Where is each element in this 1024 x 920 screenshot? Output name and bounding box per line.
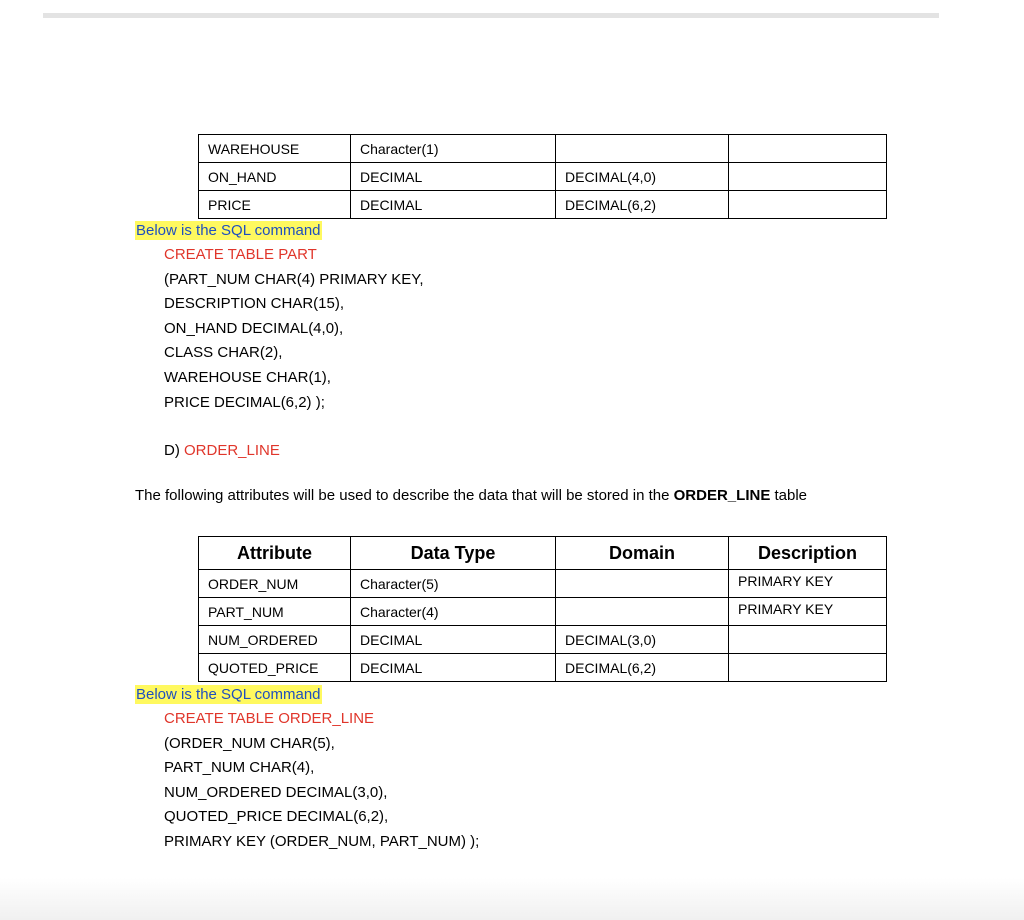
description-cell: PRIMARY KEY xyxy=(729,598,887,626)
domain-cell: DECIMAL(6,2) xyxy=(556,654,729,682)
sql-line: PRICE DECIMAL(6,2) ); xyxy=(164,393,325,411)
attribute-cell: ORDER_NUM xyxy=(199,570,351,598)
sql-line: QUOTED_PRICE DECIMAL(6,2), xyxy=(164,808,389,826)
table-row xyxy=(199,135,887,163)
sql-code-order-line xyxy=(164,707,479,855)
column-header: Description xyxy=(729,537,887,570)
table-row xyxy=(199,570,887,598)
part-attributes-table xyxy=(198,134,887,219)
sql-create-line: CREATE TABLE ORDER_LINE xyxy=(164,710,375,727)
column-header: Attribute xyxy=(199,537,351,570)
table-row xyxy=(199,654,887,682)
sql-line: WAREHOUSE CHAR(1), xyxy=(164,368,331,386)
data-type-cell: DECIMAL xyxy=(351,626,556,654)
data-type-cell: DECIMAL xyxy=(351,654,556,682)
description-cell xyxy=(729,163,887,191)
intro-text-after: table xyxy=(770,487,808,504)
column-header: Domain xyxy=(556,537,729,570)
section-prefix: D) xyxy=(164,442,184,459)
table-row xyxy=(199,598,887,626)
attribute-cell: NUM_ORDERED xyxy=(199,626,351,654)
table-header-row xyxy=(199,537,887,570)
table-row xyxy=(199,626,887,654)
sql-line: CLASS CHAR(2), xyxy=(164,344,283,362)
domain-cell xyxy=(556,135,729,163)
sql-line: PRIMARY KEY (ORDER_NUM, PART_NUM) ); xyxy=(164,832,480,850)
data-type-cell: DECIMAL xyxy=(351,163,556,191)
column-header: Data Type xyxy=(351,537,556,570)
attribute-cell: ON_HAND xyxy=(199,163,351,191)
description-cell: PRIMARY KEY xyxy=(729,570,887,598)
domain-cell xyxy=(556,598,729,626)
sql-line: DESCRIPTION CHAR(15), xyxy=(164,295,345,313)
description-cell xyxy=(729,626,887,654)
domain-cell: DECIMAL(3,0) xyxy=(556,626,729,654)
section-heading-d xyxy=(164,441,280,461)
sql-line: (ORDER_NUM CHAR(5), xyxy=(164,734,335,752)
order-line-attributes-table xyxy=(198,536,887,682)
attribute-cell: WAREHOUSE xyxy=(199,135,351,163)
description-cell xyxy=(729,135,887,163)
sql-heading-part: Below is the SQL command xyxy=(136,222,321,239)
data-type-cell: Character(1) xyxy=(351,135,556,163)
sql-heading-order-line: Below is the SQL command xyxy=(136,686,321,703)
data-type-cell: Character(4) xyxy=(351,598,556,626)
domain-cell xyxy=(556,570,729,598)
description-cell xyxy=(729,191,887,219)
table-row xyxy=(199,191,887,219)
section-title: ORDER_LINE xyxy=(184,442,280,459)
attribute-cell: PART_NUM xyxy=(199,598,351,626)
attribute-cell: QUOTED_PRICE xyxy=(199,654,351,682)
description-cell xyxy=(729,654,887,682)
top-divider xyxy=(43,13,939,18)
sql-create-line: CREATE TABLE PART xyxy=(164,246,317,263)
domain-cell: DECIMAL(4,0) xyxy=(556,163,729,191)
intro-paragraph xyxy=(135,486,807,506)
sql-line: (PART_NUM CHAR(4) PRIMARY KEY, xyxy=(164,270,424,288)
sql-line: PART_NUM CHAR(4), xyxy=(164,759,315,777)
data-type-cell: DECIMAL xyxy=(351,191,556,219)
intro-text-before: The following attributes will be used to describe the data that will be stored in the xyxy=(135,487,674,504)
sql-line: NUM_ORDERED DECIMAL(3,0), xyxy=(164,783,388,801)
page-bottom-fade xyxy=(0,878,1024,920)
sql-line: ON_HAND DECIMAL(4,0), xyxy=(164,319,344,337)
table-row xyxy=(199,163,887,191)
intro-text-bold: ORDER_LINE xyxy=(673,487,771,504)
attribute-cell: PRICE xyxy=(199,191,351,219)
data-type-cell: Character(5) xyxy=(351,570,556,598)
sql-code-part xyxy=(164,243,424,415)
domain-cell: DECIMAL(6,2) xyxy=(556,191,729,219)
